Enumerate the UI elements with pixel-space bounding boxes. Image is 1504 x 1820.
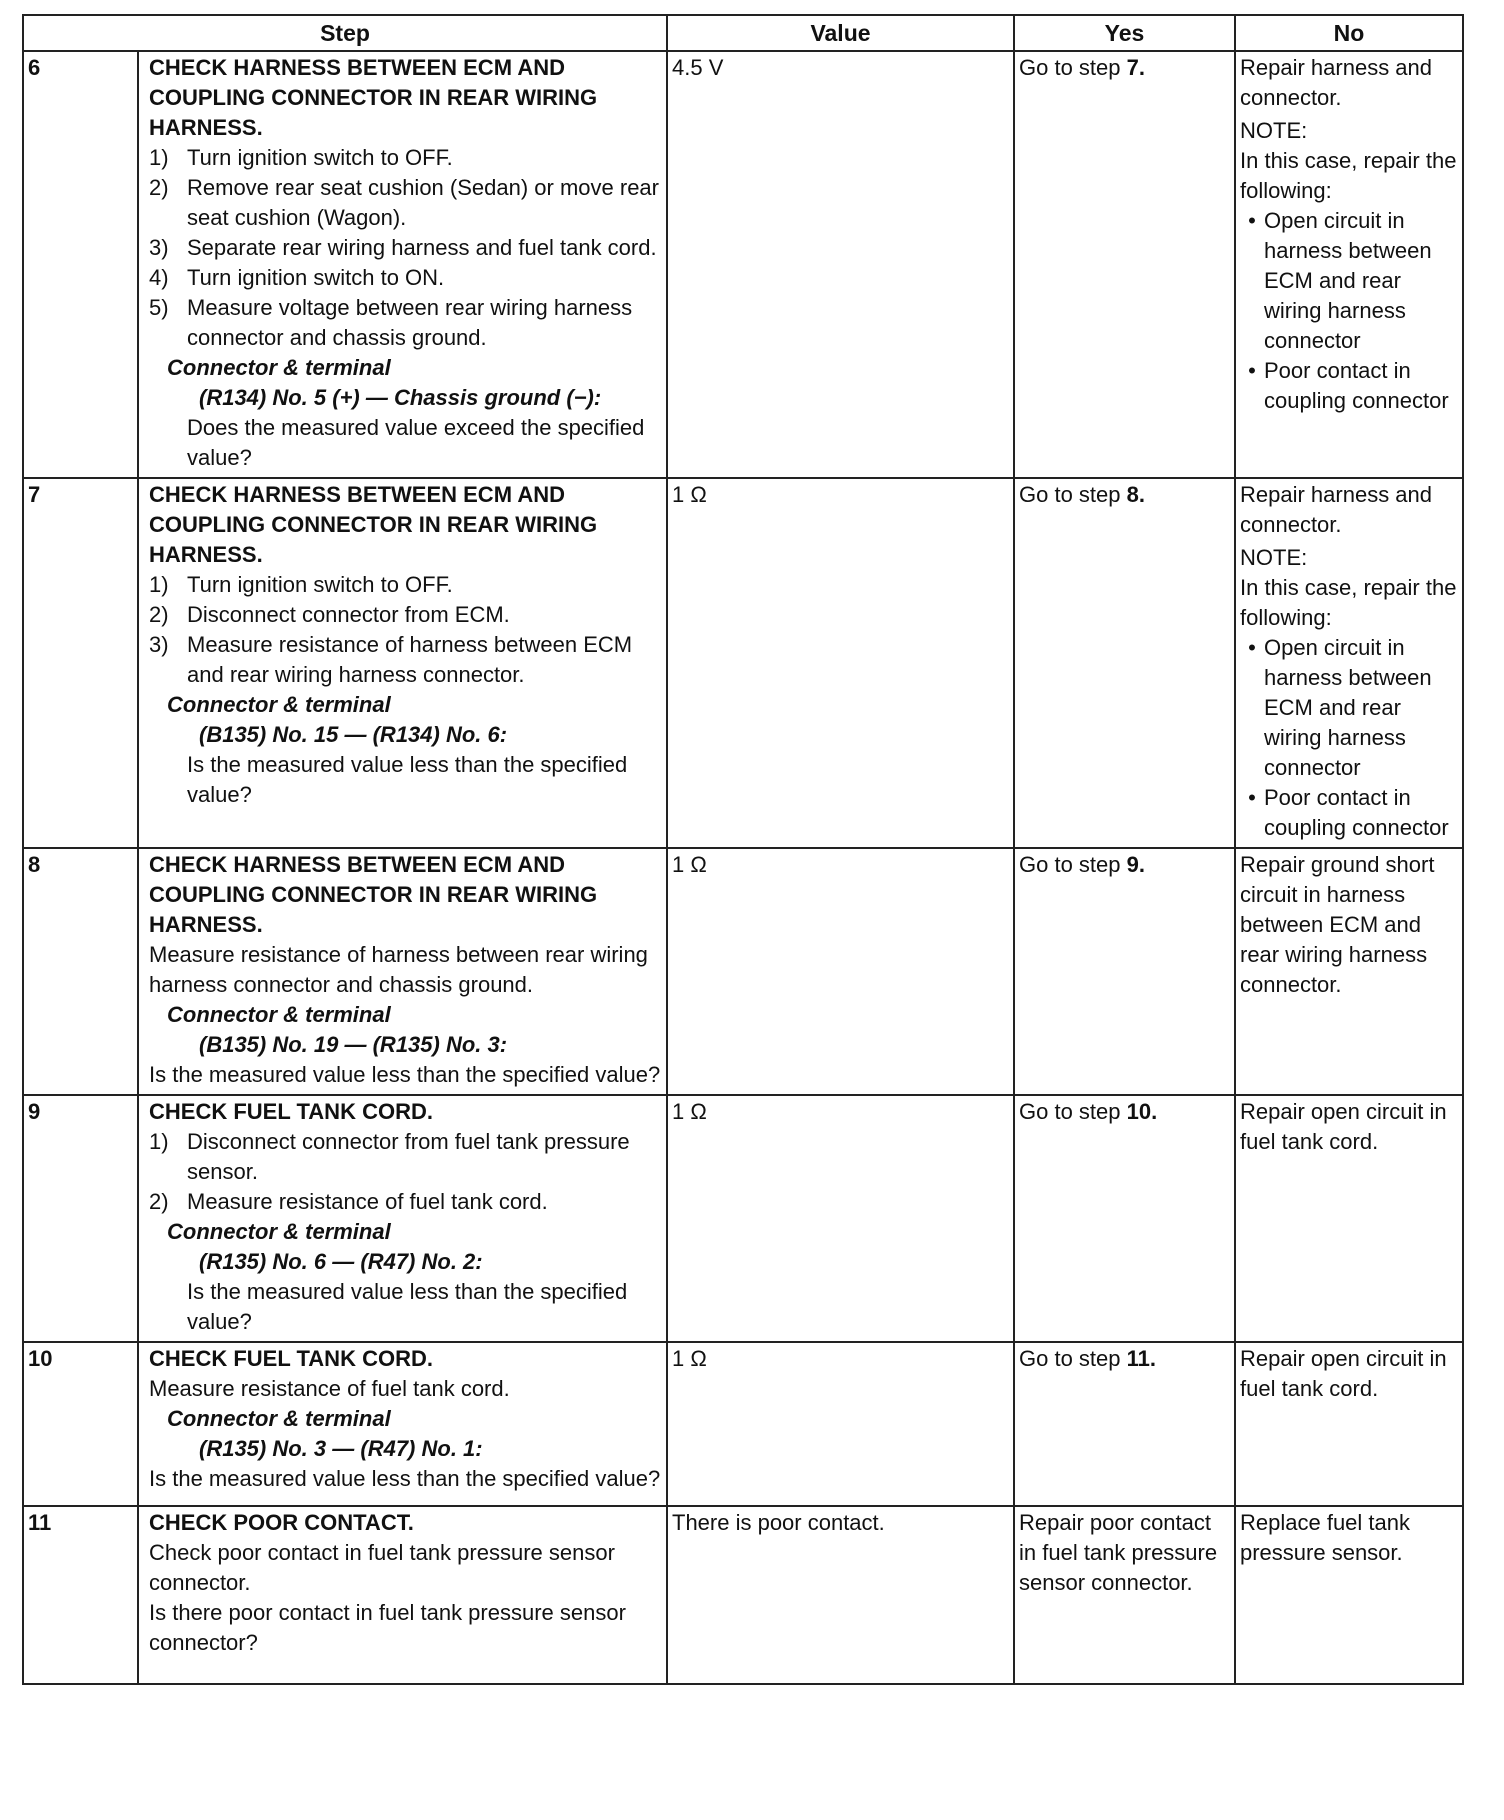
connector-terminal: (B135) No. 15 — (R134) No. 6: <box>199 722 508 747</box>
step-list-number: 3) <box>149 632 169 657</box>
step-title: CHECK HARNESS BETWEEN ECM AND COUPLING CONNECTOR IN REAR WIRING HARNESS. <box>149 852 598 937</box>
step-content <box>143 480 662 810</box>
value-cell: 1 Ω <box>667 1342 1014 1506</box>
bullet-dot-icon: • <box>1248 358 1256 383</box>
table-row <box>23 1095 1463 1342</box>
step-title: CHECK HARNESS BETWEEN ECM AND COUPLING CONNECTOR IN REAR WIRING HARNESS. <box>149 55 598 140</box>
yes-cell <box>1014 1095 1235 1342</box>
step-list-item <box>149 293 662 353</box>
yes-text: Repair poor contact in fuel tank pressure sensor connector. <box>1019 1510 1218 1595</box>
yes-cell <box>1014 848 1235 1095</box>
step-list-number: 1) <box>149 145 169 170</box>
connector-terminal: (R135) No. 6 — (R47) No. 2: <box>199 1249 483 1274</box>
step-number: 10 <box>23 1342 138 1506</box>
no-note-label: NOTE: <box>1240 545 1308 570</box>
step-list-item <box>149 143 662 173</box>
no-note-label: NOTE: <box>1240 118 1308 143</box>
step-cell <box>138 848 667 1095</box>
no-cell <box>1235 1342 1463 1506</box>
connector-label: Connector & terminal <box>167 1002 391 1027</box>
step-paragraph: Measure resistance of harness between rear wiring harness connector and chassis ground. <box>149 942 648 997</box>
header-value: Value <box>667 15 1014 51</box>
no-text: Repair open circuit in fuel tank cord. <box>1240 1099 1447 1154</box>
table-row <box>23 478 1463 848</box>
step-list-item <box>149 600 662 630</box>
value-cell: There is poor contact. <box>667 1506 1014 1684</box>
bullet-dot-icon: • <box>1248 785 1256 810</box>
no-text: Repair open circuit in fuel tank cord. <box>1240 1346 1447 1401</box>
yes-text: Go to step <box>1019 852 1127 877</box>
step-title: CHECK FUEL TANK CORD. <box>149 1346 433 1371</box>
step-list-text: Measure resistance of fuel tank cord. <box>187 1189 548 1214</box>
value-cell: 1 Ω <box>667 848 1014 1095</box>
yes-cell <box>1014 1506 1235 1684</box>
no-cell <box>1235 1506 1463 1684</box>
yes-cell <box>1014 1342 1235 1506</box>
step-number: 11 <box>23 1506 138 1684</box>
step-list-item <box>149 173 662 233</box>
value-cell: 1 Ω <box>667 1095 1014 1342</box>
step-content <box>143 850 662 1090</box>
step-paragraph: Check poor contact in fuel tank pressure sensor connector. <box>149 1540 615 1595</box>
step-list-item <box>149 1187 662 1217</box>
step-list-text: Turn ignition switch to OFF. <box>187 572 453 597</box>
connector-terminal: (R134) No. 5 (+) — Chassis ground (−): <box>199 385 602 410</box>
step-number: 6 <box>23 51 138 478</box>
diagnostic-sheet <box>22 14 1462 1685</box>
table-row <box>23 848 1463 1095</box>
step-content <box>143 1344 662 1494</box>
value-cell: 1 Ω <box>667 478 1014 848</box>
step-question: Is the measured value less than the specified value? <box>149 1062 661 1087</box>
diagnostic-table <box>22 14 1464 1685</box>
step-list-text: Measure voltage between rear wiring harness connector and chassis ground. <box>187 295 633 350</box>
step-list-number: 2) <box>149 1189 169 1214</box>
table-body <box>23 51 1463 1684</box>
step-title: CHECK FUEL TANK CORD. <box>149 1099 433 1124</box>
connector-terminal: (R135) No. 3 — (R47) No. 1: <box>199 1436 483 1461</box>
step-content <box>143 1097 662 1337</box>
header-yes: Yes <box>1014 15 1235 51</box>
yes-cell <box>1014 478 1235 848</box>
step-list-number: 1) <box>149 572 169 597</box>
yes-step-ref: 10. <box>1126 1099 1158 1124</box>
step-list-item <box>149 1127 662 1187</box>
step-list-number: 5) <box>149 295 169 320</box>
table-row <box>23 51 1463 478</box>
step-list-text: Remove rear seat cushion (Sedan) or move rear seat cushion (Wagon). <box>187 175 659 230</box>
no-note-text: In this case, repair the following: <box>1240 575 1457 630</box>
step-paragraph: Is there poor contact in fuel tank pressure sensor connector? <box>149 1600 626 1655</box>
no-note-text: In this case, repair the following: <box>1240 148 1457 203</box>
step-question: Is the measured value less than the specified value? <box>187 1279 628 1334</box>
step-list-text: Disconnect connector from ECM. <box>187 602 510 627</box>
step-paragraph: Measure resistance of fuel tank cord. <box>149 1376 510 1401</box>
step-list-item <box>149 570 662 600</box>
step-cell <box>138 1506 667 1684</box>
no-cell <box>1235 1095 1463 1342</box>
step-list-text: Turn ignition switch to ON. <box>187 265 445 290</box>
step-list-text: Turn ignition switch to OFF. <box>187 145 453 170</box>
step-cell <box>138 51 667 478</box>
bullet-dot-icon: • <box>1248 208 1256 233</box>
no-bullet-text: Poor contact in coupling connector <box>1264 358 1449 413</box>
step-list-number: 3) <box>149 235 169 260</box>
step-list-text: Measure resistance of harness between ECM and rear wiring harness connector. <box>187 632 633 687</box>
value-cell: 4.5 V <box>667 51 1014 478</box>
yes-text: Go to step <box>1019 482 1127 507</box>
table-row <box>23 1342 1463 1506</box>
yes-cell <box>1014 51 1235 478</box>
no-text: Replace fuel tank pressure sensor. <box>1240 1510 1410 1565</box>
no-bullet-item <box>1240 783 1458 843</box>
yes-text: Go to step <box>1019 1099 1127 1124</box>
header-step: Step <box>23 15 667 51</box>
no-text: Repair harness and connector. <box>1240 55 1433 110</box>
step-number: 8 <box>23 848 138 1095</box>
step-question: Does the measured value exceed the specified value? <box>187 415 645 470</box>
no-bullet-text: Open circuit in harness between ECM and rear wiring harness connector <box>1264 208 1432 353</box>
connector-label: Connector & terminal <box>167 355 391 380</box>
yes-step-ref: 11. <box>1126 1346 1156 1371</box>
step-list-text: Disconnect connector from fuel tank pressure sensor. <box>187 1129 630 1184</box>
connector-label: Connector & terminal <box>167 692 391 717</box>
step-number: 7 <box>23 478 138 848</box>
yes-text: Go to step <box>1019 1346 1127 1371</box>
connector-label: Connector & terminal <box>167 1406 391 1431</box>
step-list-number: 4) <box>149 265 169 290</box>
step-list-text: Separate rear wiring harness and fuel tank cord. <box>187 235 657 260</box>
no-cell <box>1235 848 1463 1095</box>
step-cell <box>138 478 667 848</box>
yes-step-ref: 7. <box>1126 55 1145 80</box>
connector-label: Connector & terminal <box>167 1219 391 1244</box>
step-title: CHECK POOR CONTACT. <box>149 1510 414 1535</box>
yes-step-ref: 9. <box>1126 852 1145 877</box>
no-bullet-item <box>1240 356 1458 416</box>
step-question: Is the measured value less than the specified value? <box>149 1466 661 1491</box>
header-no: No <box>1235 15 1463 51</box>
table-row <box>23 1506 1463 1684</box>
step-content <box>143 53 662 473</box>
no-bullet-item <box>1240 633 1458 783</box>
step-list-item <box>149 630 662 690</box>
step-list-number: 2) <box>149 175 169 200</box>
no-bullet-item <box>1240 206 1458 356</box>
no-cell <box>1235 478 1463 848</box>
table-header-row <box>23 15 1463 51</box>
connector-terminal: (B135) No. 19 — (R135) No. 3: <box>199 1032 508 1057</box>
step-question: Is the measured value less than the specified value? <box>187 752 628 807</box>
yes-text: Go to step <box>1019 55 1127 80</box>
no-text: Repair ground short circuit in harness between ECM and rear wiring harness connector. <box>1240 852 1435 997</box>
bullet-dot-icon: • <box>1248 635 1256 660</box>
step-cell <box>138 1095 667 1342</box>
step-number: 9 <box>23 1095 138 1342</box>
step-list-number: 2) <box>149 602 169 627</box>
step-cell <box>138 1342 667 1506</box>
step-list-item <box>149 233 662 263</box>
yes-step-ref: 8. <box>1126 482 1145 507</box>
no-text: Repair harness and connector. <box>1240 482 1433 537</box>
step-content <box>143 1508 662 1658</box>
no-cell <box>1235 51 1463 478</box>
step-title: CHECK HARNESS BETWEEN ECM AND COUPLING CONNECTOR IN REAR WIRING HARNESS. <box>149 482 598 567</box>
no-bullet-text: Poor contact in coupling connector <box>1264 785 1449 840</box>
no-bullet-text: Open circuit in harness between ECM and rear wiring harness connector <box>1264 635 1432 780</box>
step-list-number: 1) <box>149 1129 169 1154</box>
step-list-item <box>149 263 662 293</box>
